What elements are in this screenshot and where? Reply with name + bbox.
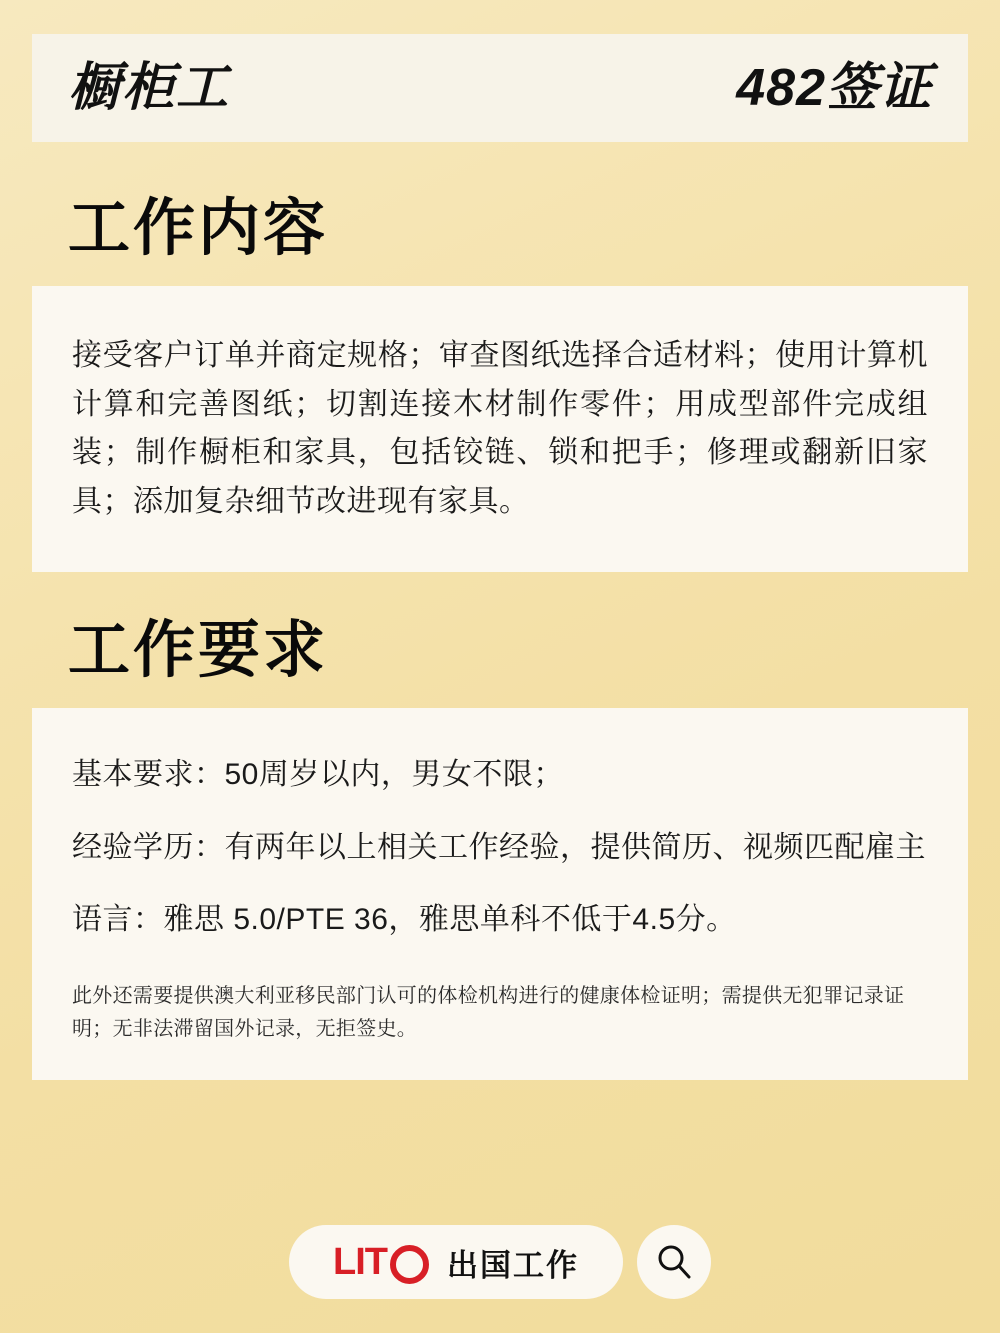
requirements-card (32, 708, 968, 1080)
brand-mark-text: LIT (333, 1241, 387, 1283)
duties-card (32, 286, 968, 572)
requirement-experience: 经验学历：有两年以上相关工作经验，提供简历、视频匹配雇主 (72, 830, 926, 864)
requirements-heading: 工作要求 (68, 616, 329, 686)
requirements-note: 此外还需要提供澳大利亚移民部门认可的体检机构进行的健康体检证明；需提供无犯罪记录证明；无非法滞留国外记录，无拒签史。 (72, 984, 905, 1040)
visa-label: 482签证 (736, 59, 932, 117)
requirement-basic: 基本要求：50周岁以内，男女不限； (72, 758, 564, 792)
duties-heading: 工作内容 (68, 194, 329, 263)
brand-pill[interactable] (289, 1225, 623, 1299)
search-button[interactable] (637, 1225, 711, 1299)
requirement-language: 语言：雅思 5.0/PTE 36，雅思单科不低于4.5分。 (72, 903, 737, 937)
duties-text: 接受客户订单并商定规格；审查图纸选择合适材料；使用计算机计算和完善图纸；切割连接木材制作零件；用成型部件完成组装；制作橱柜和家具，包括铰链、锁和把手；修理或翻新旧家具；添加复杂细节改进现有家具。 (72, 339, 928, 518)
footer-bar (0, 1225, 1000, 1299)
search-icon (654, 1242, 694, 1282)
header-band (32, 34, 968, 142)
page-title: 橱柜工 (68, 59, 231, 117)
brand-logo-icon (333, 1243, 429, 1282)
brand-name: 出国工作 (446, 1247, 579, 1283)
brand-ring-icon (390, 1245, 429, 1284)
